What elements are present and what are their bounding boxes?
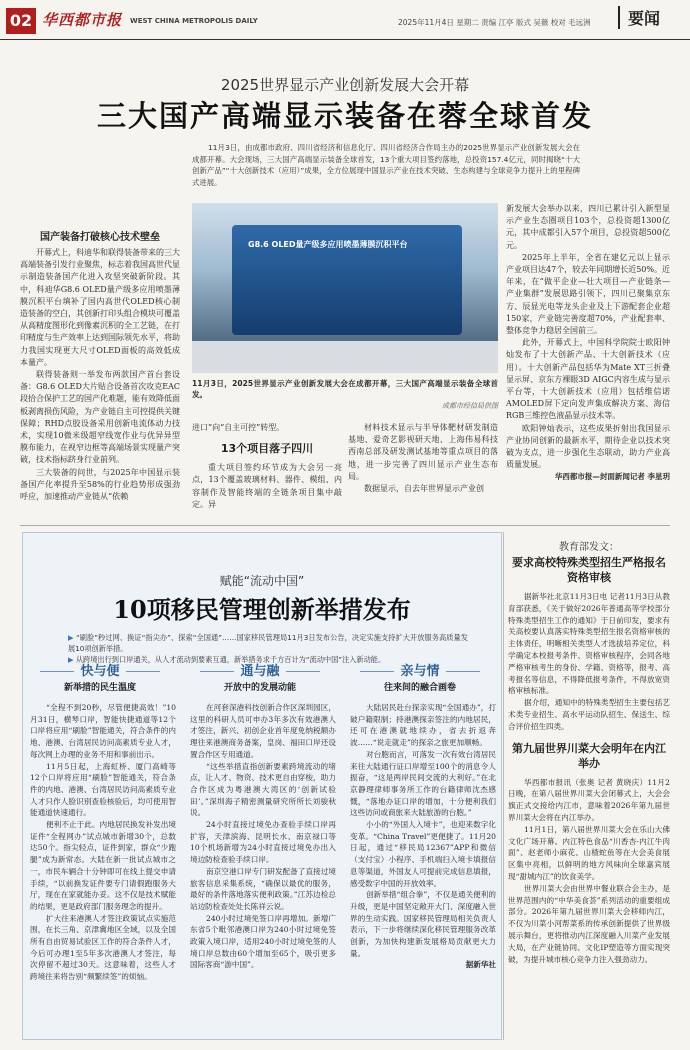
newspaper-logo: 华西都市报 — [42, 11, 123, 29]
paragraph: 重大项目签约环节成为大会另一亮点，13个覆盖玻璃材料、器件、模组、内容制作及智能终端的全链条项目集中敲定。异 — [192, 463, 342, 509]
paragraph: 南京空港口岸专门研发配备了直接过境旅客信息采集系统，“确保以最优的服务，最好的条件落地落实便利政策。”江苏边检总站边防检查处处长陈祥云说。 — [190, 866, 336, 911]
paragraph: 欧阳钟灿表示，这些成果折射出我国显示产业协同创新的最新水平，期待企业以技术突破为支点，进一步强化生态联动，助力产业高质量发展。 — [506, 423, 670, 470]
paragraph: 在河套深港科技创新合作区深圳园区，这里的科研人员可申办3年多次有效港澳人才签注，新兴、初创企业首年度免纳税额办理往来港澳商务备案，皇岗、福田口岸还设置合作区专用通道。 — [190, 703, 336, 759]
sichuan-cuisine-title: 第九届世界川菜大会明年在内江举办 — [512, 741, 666, 770]
paragraph: 对台胞而言，可落发一次有效台湾居民来往大陆通行证口岸增至100个的消息令人振奋，“这是两岸民间交流的大利好。”在北京静理律师事务所工作的台籍律师沈杰感慨，“落地办证口岸的增加，十分便利我们这些访问或商旅来大陆旅游的台胞。” — [350, 749, 496, 818]
tag-family: 亲与情 — [350, 660, 490, 679]
migration-col-2 — [190, 702, 336, 971]
col1-heading: 国产装备打破核心技术壁垒 — [40, 232, 160, 243]
source-credit: 据新华社 — [465, 960, 496, 970]
paragraph: 此外，开幕式上，中国科学院院士欧阳钟灿发布了十大创新产品、十大创新技术（应用）。十大创新产品包括华为Mate XT三折叠显示屏、京东方裸眼3D AIGC内容生成与显示平台等，十大创新技术（应用）包括维信诺AMOLED屏下定向发声集成解决方案、海信RGB三维控色液晶显示技术等。 — [506, 338, 670, 421]
photo-text: G8.6 OLED量产级多应用喷墨薄膜沉积平台 — [248, 240, 408, 249]
paragraph: 新发展大会举办以来，四川已累计引入新型显示产业生态圈项目103个，总投资超1300亿元，其中成都引入57个项目，总投资超500亿元。 — [506, 204, 670, 250]
migration-col-3 — [350, 702, 496, 971]
paragraph: 联得装备则一举发布两款国产首台套设备：G8.6 OLED大片贴合设备首次攻克EAC段拾合保护工艺的国产化难题，能有效降低面板剥离损伤风险，为产业链自主可控提供关键保障；RHD点胶设备采用创新电流体动力技术，实现10微米级超窄线宽作业与优异异型膜布能力，在视窄边框等高端场景实现量产突破，技术指标跻身行业前列。 — [20, 370, 180, 465]
news-photo — [192, 203, 498, 373]
paragraph: 小小的“外国人入境卡”，也迎来数字化变革。“China Travel”更便捷了。11月20日起，通过“移民局12367”APP和微信（支付宝）小程序、手机端扫入境卡填报信息等渠道，外国友人可提前完成信息填报，感受数字中国的开放效率。 — [350, 820, 496, 888]
section-label: 要闻 — [618, 6, 660, 29]
lead-title: 三大国产高端显示装备在蓉全球首发 — [96, 99, 593, 133]
page-number: 02 — [6, 8, 36, 34]
edu-title: 要求高校特殊类型招生严格报名资格审核 — [512, 556, 666, 584]
paragraph: 11月1日，第八届世界川菜大会在乐山大佛文化广场开幕。内江特色食品“川香杏-内江牛肉面”、赵老师小麻花、山楂蛇鱼等在大会美食展区集中亮相，以鲜明的地方风味向全球嘉宾展现“甜城内江”的饮食美学。 — [508, 824, 670, 881]
paragraph: 创新举措“组合拳”，不仅是通关便利的升级，更是中国坚定敞开大门、深度融入世界的生动实践。国家移民管理局相关负责人表示，下一步将继续深化移民管理服务改革创新，为加快构建新发展格局贡献更大力量。 — [350, 890, 496, 958]
lead-col-4 — [506, 203, 670, 484]
migration-title: 10项移民管理创新举措发布 — [113, 595, 411, 624]
photo-caption: 11月3日，2025世界显示产业创新发展大会在成都开幕，三大国产高端显示装备全球首发。 成都市经信局供图 — [192, 378, 498, 412]
subhead-3: 往来间的融合画卷 — [383, 683, 456, 693]
paragraph: 进口”向“自主可控”转型。 — [192, 423, 285, 432]
lead-col-3 — [348, 422, 498, 495]
lead-kicker: 2025世界显示产业创新发展大会开幕 — [220, 76, 470, 94]
paragraph: 便利不止于此。内地居民换发补发出境证件“全程网办”试点城市新增30个，总数达50个。指尖轻点，证件到家，群众“少跑腿”成为新常态。大陆在新一批试点城市之一，市民车辆合十分钟即可在线上提交申请手续，“以前换发证件要专门请假跑服务大厅，现在在家就能办妥。这不仅是技术赋能的结果，更是政府部门服务理念的提升。 — [30, 820, 176, 911]
right-column — [508, 538, 670, 965]
bullet: ▶ “刷脸”秒过网、换证“指尖办”、探索“全国通”……国家移民管理局11月3日发布公告，决定实施支持扩大开放服务高质量发展10项创新举措。 — [68, 632, 468, 654]
paragraph: 开幕式上，科迪华和联得装备带来的三大高端装备引发行业聚焦，标志着我国高世代显示制造装备国产化进入攻坚突破新阶段。其中，科迪华G8.6 OLED量产级多应用喷墨薄膜沉积平台填补了国内高世代OLED核心制造装备的空白，其创新打印头组合模块可覆盖从高精度图形化到像素沉积的全工艺链，在打印精度与生产效率上达到国际领先水平，将助力我国实现更大尺寸OLED面板的高效低成本量产。 — [20, 248, 180, 367]
col2-heading: 13个项目落子四川 — [220, 442, 314, 456]
paragraph: 华西都市报讯（张奥 记者 黄晓庆）11月2日晚，在第八届世界川菜大会闭幕式上，大会会旗正式交接给内江市，意味着2026年第九届世界川菜大会将在内江举办。 — [508, 777, 670, 822]
subhead-2: 开放中的发展动能 — [223, 683, 296, 693]
tag-fast: 快与便 — [30, 660, 170, 679]
paragraph: 240小时过境免签口岸再增加。新增广东省5个毗邻港澳口岸为240小时过境免签政策入境口岸，适用240小时过境免签的人境口岸总数由60个增加至65个，吸引更多国际客商“游中国”。 — [190, 913, 336, 970]
divider — [20, 525, 670, 526]
paragraph: 据介绍，通知中的特殊类型招生主要包括艺术类专业招生、高水平运动队招生、保送生、综合评价招生四类。 — [508, 698, 670, 731]
paragraph: 据新华社北京11月3日电 记者11月3日从教育部获悉，《关于做好2026年普通高等学校部分特殊类型招生工作的通知》于日前印发，要求有关高校要认真落实特殊类型招生报名资格审核的主体责任，明晰相关类型人才选拔培养定位，科学确定本校报考条件、资格审核程序，会同各地严格审核考生的身份、学籍、资格等，报考、高考报名等信息，不得降低报考条件，不得放宽资格审核标准。 — [508, 592, 670, 696]
photo-credit: 成都市经信局供图 — [442, 402, 498, 410]
paragraph: 大陆居民赴台探亲实现“全国通办”，打破户籍限制；持港澳探亲签注的内地居民，还可在港澳就地续办，省去折返奔波……“说走就走”的探亲之旅更加顺畅。 — [350, 703, 496, 748]
subhead-1: 新举措的民生温度 — [63, 683, 136, 693]
paragraph: 世界川菜大会由世界中餐业联合会主办，是世界范围内的“中华美食荟”系列活动的重要组成部分。2026年第九届世界川菜大会移师内江，不仅为川菜小河帮菜系的传承创新提供了世界级展示舞台，更将推动内江深度融入川菜产业发展大局，在产业链协同、文化IP塑造等方面实现突破，为提升城市核心竞争力注入强劲动力。 — [508, 883, 670, 964]
paragraph: “这些举措直指创新要素跨境流动的堵点，让人才、物资、技术更自由穿梭，助力合作区成为粤港澳大湾区的‘创新试验田’。”深圳海子精密测量研究所所长刘骏秋说。 — [190, 761, 336, 818]
bullet: ▶ 从跨境出行到口岸通关，从人才流动到要素互通，新举措务求千方百计为“流动中国”注入新动能。 — [68, 654, 468, 665]
paragraph: 扩大往来港澳人才签注政策试点实施范围，在长三角、京津冀地区全域，以及全国所有自由贸易试验区工作的符合条件人才，今后可办理1至5年多次港澳人才签注，每次停留不超过30天。这意味着，这些人才跨境往来将告别“频繁续签”的烦恼。 — [30, 913, 176, 982]
column-divider — [503, 532, 504, 1040]
paragraph: 24小时直接过境免办查验手续口岸再扩容，天津滨海、昆明长水、南京禄口等10个机场新增为24小时直接过境免办出入境边防检查验手续口岸。 — [190, 820, 336, 865]
migration-col-1 — [30, 702, 176, 983]
date-line: 2025年11月4日 星期二 责编 江亭 版式 吴薇 校对 毛远洲 — [398, 18, 591, 27]
lead-intro: 11月3日，由成都市政府、四川省经济和信息化厅、四川省经济合作局主办的2025世界显示产业创新发展大会在成都开幕。大会现场，三大国产高端显示装备全球首发，13个重大项目签约落地，总投资157.4亿元，同时揭晓“十大创新产品”“十大创新技术（应用）”成果，全方位展现中国显示产业在技术突破、生态构建与全球竞争力提升上的里程碑式进展。 — [192, 143, 580, 187]
paragraph: 11月5日起，上海虹桥、厦门高崎等12个口岸将应用“刷脸”智能通关，符合条件的内地、港澳、台湾居民访问高素质专业人才只作人脸识别查验核验后，均可使用智能通道快速通行。 — [30, 761, 176, 818]
paragraph: 三大装备的问世，与2025年中国显示装备国产化率提升至58%的行业趋势形成强劲呼应，加速推动产业链从“依赖 — [20, 467, 180, 502]
migration-kicker: 赋能“流动中国” — [219, 574, 305, 588]
paragraph: “全程不到20秒，尽管便捷高效！”10月31日，横琴口岸，智能快捷通道等12个口岸将应用“刷脸”智能通关，符合条件的内地、港澳、台湾居民访问高素质专业人才，每次网上办理的业务不用和事前出示。 — [30, 703, 176, 759]
paragraph: 材料技术显示与半导体靶材研发制造基地、爱奇艺影视研天地、上海伟易科技西南总部及研发测试基地等重点项目的落地，进一步完善了四川显示产业生态布局。 — [348, 423, 498, 481]
paragraph: 2025年上半年，全省在建亿元以上显示产业项目达47个，较去年同期增长近50%。近年来，在“做平企业—壮大项目—产业链条—产业集群”发展思路引领下，四川已聚集京东方、辰显光电等龙头企业及上下游配套企业超150家，产业链完善度超70%，产业配套率、整体竞争力稳居全国前三。 — [506, 252, 670, 336]
byline: 华西都市报—封面新闻记者 李星玥 — [554, 472, 670, 482]
lead-col-1 — [20, 220, 180, 503]
newspaper-logo-en: WEST CHINA METROPOLIS DAILY — [130, 17, 258, 25]
edu-kicker: 教育部发文： — [559, 542, 619, 553]
tag-open: 通与融 — [190, 660, 330, 679]
lead-col-2 — [192, 422, 342, 511]
paragraph: 数据显示，自去年世界显示产业创 — [364, 484, 484, 494]
